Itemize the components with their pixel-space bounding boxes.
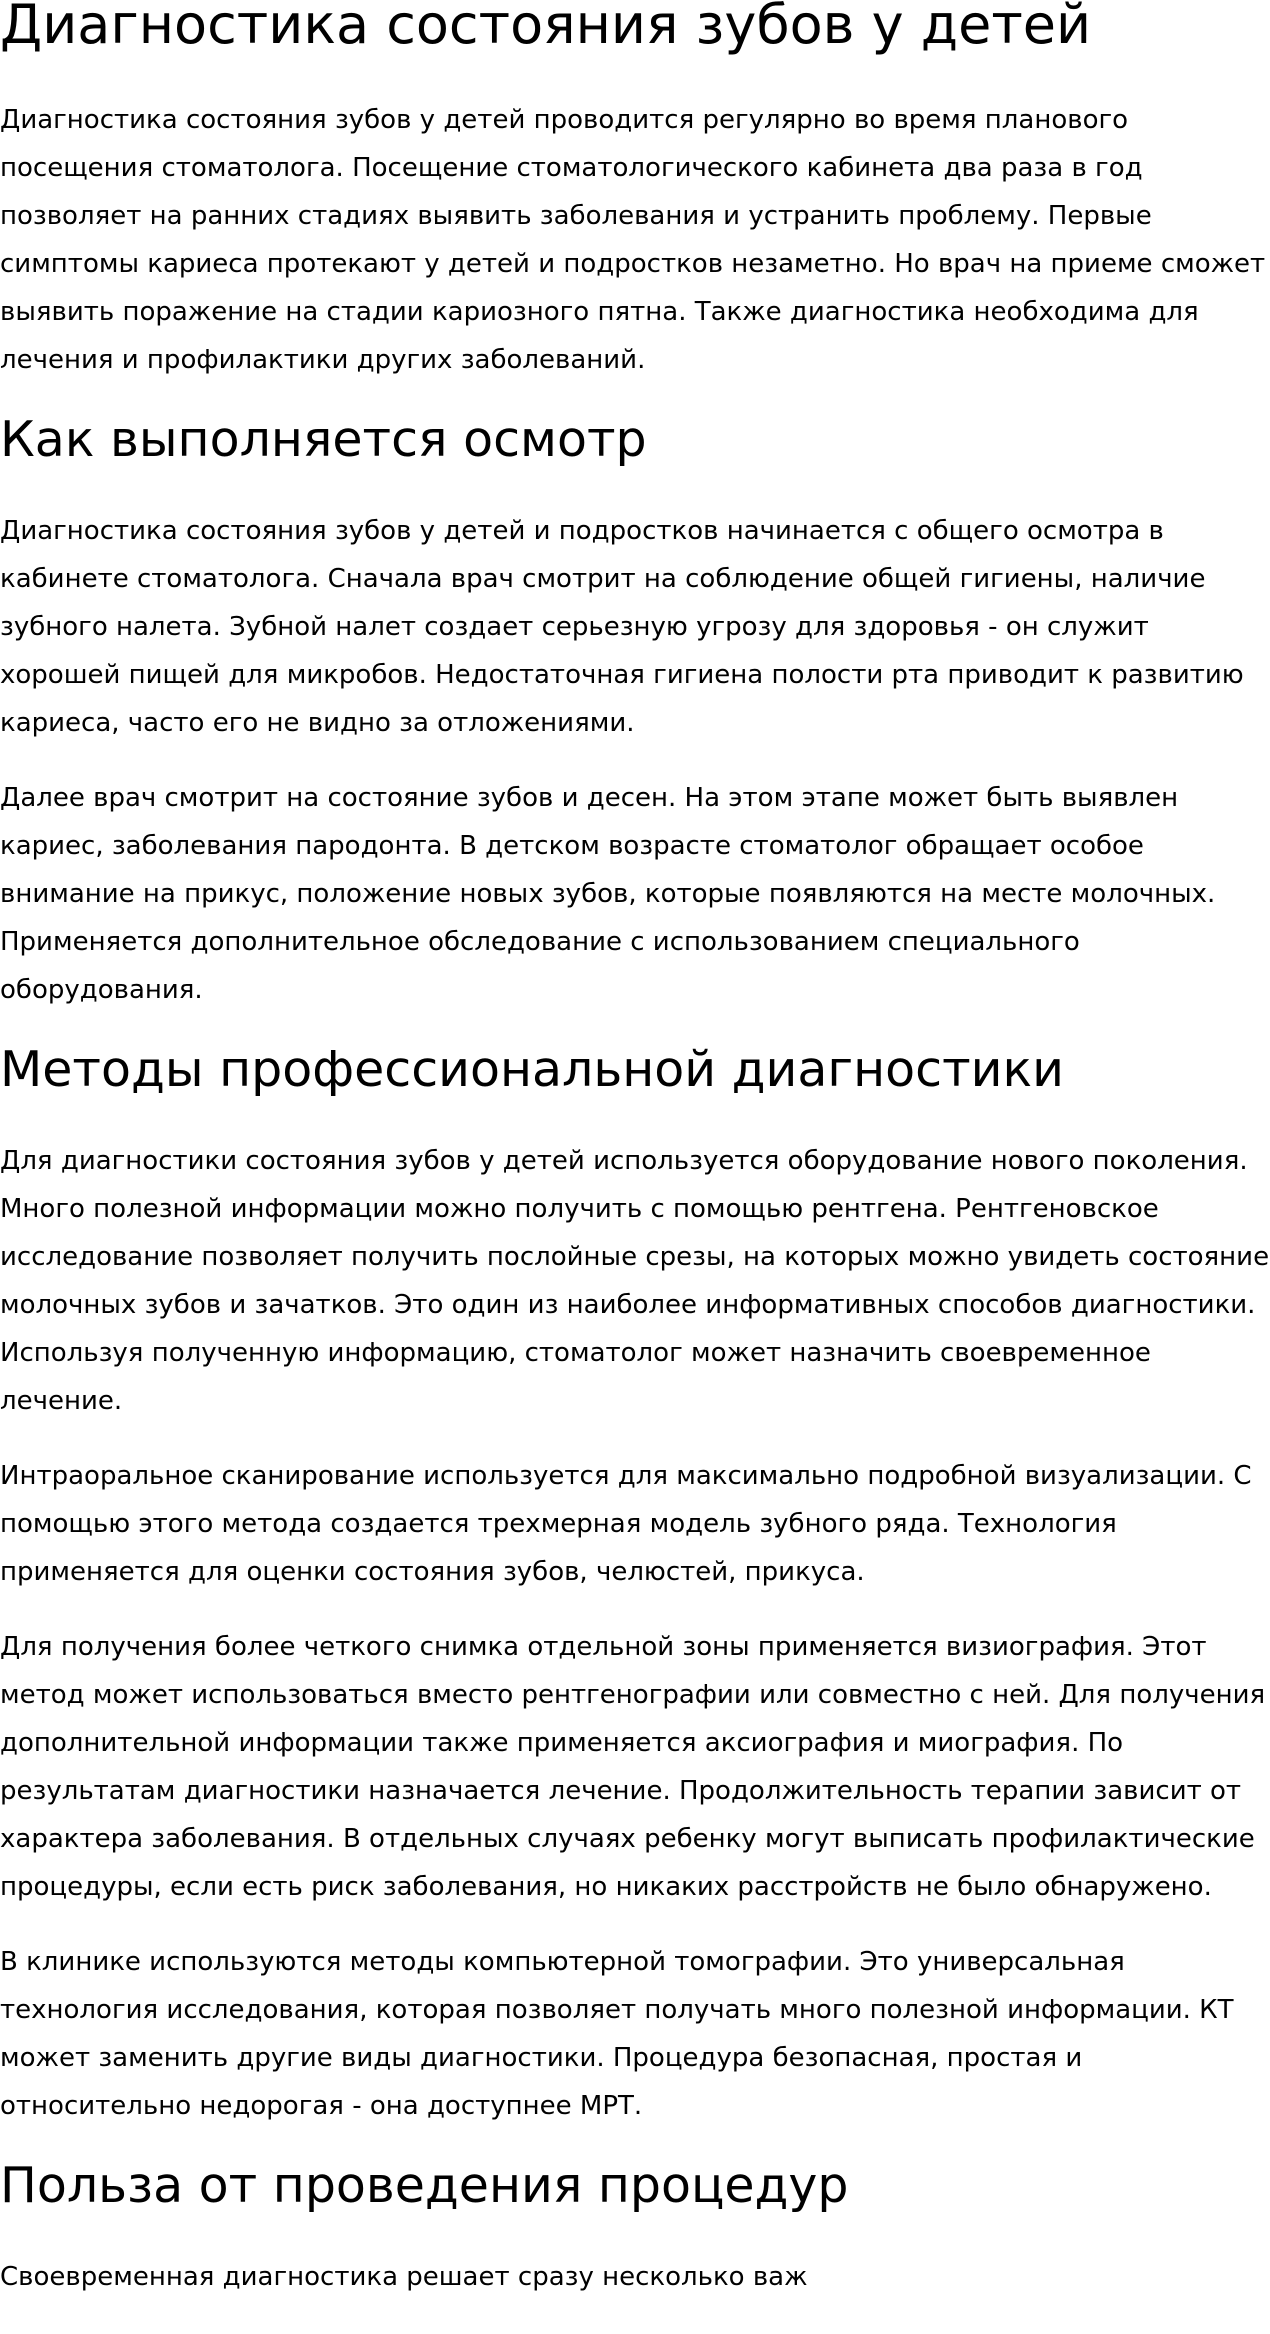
- section-paragraph: Для диагностики состояния зубов у детей используется оборудование нового поколения. Много полезной информации можно получить с помощью рентгена. Рентгеновское исследование позволяет получить послойные срезы, на которых можно увидеть состояние молочных зубов и зачатков. Это один из наиболее информативных способов диагностики. Используя полученную информацию, стоматолог может назначить своевременное лечение.: [0, 1146, 1270, 1416]
- section-heading: Методы профессиональной диагностики: [0, 1041, 1064, 1098]
- section-benefits: [0, 2157, 1270, 2301]
- section-examination: [0, 411, 1270, 1014]
- section-methods: [0, 1041, 1270, 2130]
- page-title: Диагностика состояния зубов у детей: [0, 0, 1092, 56]
- section-heading: Польза от проведения процедур: [0, 2157, 849, 2214]
- section-paragraph: Диагностика состояния зубов у детей и подростков начинается с общего осмотра в кабинете стоматолога. Сначала врач смотрит на соблюдение общей гигиены, наличие зубного налета. Зубной налет создает серьезную угрозу для здоровья - он служит хорошей пищей для микробов. Недостаточная гигиена полости рта приводит к развитию кариеса, часто его не видно за отложениями.: [0, 516, 1244, 738]
- section-paragraph: В клинике используются методы компьютерной томографии. Это универсальная технология исследования, которая позволяет получать много полезной информации. КТ может заменить другие виды диагностики. Процедура безопасная, простая и относительно недорогая - она доступнее МРТ.: [0, 1947, 1234, 2121]
- intro-paragraph: Диагностика состояния зубов у детей проводится регулярно во время планового посещения стоматолога. Посещение стоматологического кабинета два раза в год позволяет на ранних стадиях выявить заболевания и устранить проблему. Первые симптомы кариеса протекают у детей и подростков незаметно. Но врач на приеме сможет выявить поражение на стадии кариозного пятна. Также диагностика необходима для лечения и профилактики других заболеваний.: [0, 105, 1266, 375]
- section-paragraph: Интраоральное сканирование используется для максимально подробной визуализации. С помощью этого метода создается трехмерная модель зубного ряда. Технология применяется для оценки состояния зубов, челюстей, прикуса.: [0, 1461, 1252, 1587]
- section-paragraph: Для получения более четкого снимка отдельной зоны применяется визиография. Этот метод может использоваться вместо рентгенографии или совместно с ней. Для получения дополнительной информации также применяется аксиография и миография. По результатам диагностики назначается лечение. Продолжительность терапии зависит от характера заболевания. В отдельных случаях ребенку могут выписать профилактические процедуры, если есть риск заболевания, но никаких расстройств не было обнаружено.: [0, 1632, 1266, 1902]
- section-paragraph: Своевременная диагностика решает сразу несколько важ: [0, 2262, 808, 2292]
- section-heading: Как выполняется осмотр: [0, 411, 647, 468]
- section-paragraph: Далее врач смотрит на состояние зубов и десен. На этом этапе может быть выявлен кариес, заболевания пародонта. В детском возрасте стоматолог обращает особое внимание на прикус, положение новых зубов, которые появляются на месте молочных. Применяется дополнительное обследование с использованием специального оборудования.: [0, 783, 1216, 1005]
